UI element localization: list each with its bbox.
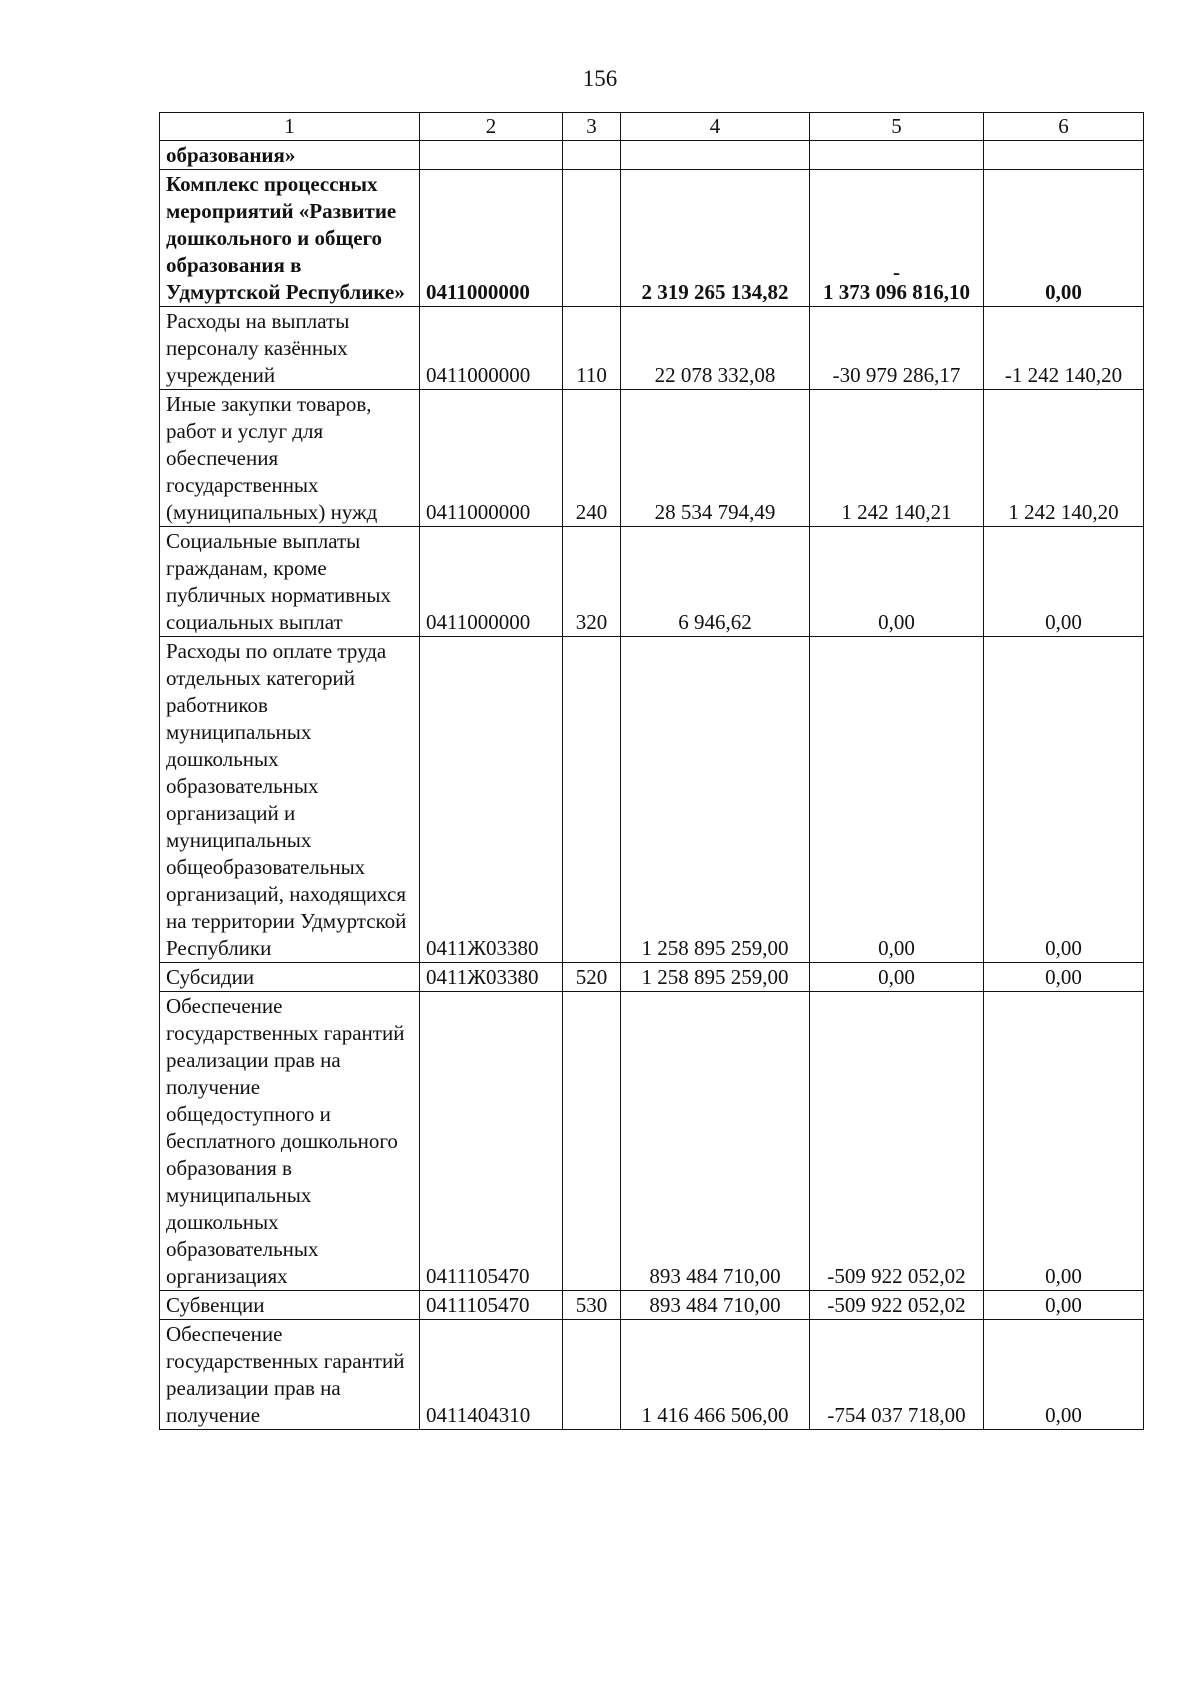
row-type <box>563 1320 621 1430</box>
row-value-5: 1 242 140,21 <box>810 390 984 527</box>
row-type: 530 <box>563 1291 621 1320</box>
row-value-4: 1 258 895 259,00 <box>621 637 810 963</box>
row-value-5: 0,00 <box>810 527 984 637</box>
row-value-6: 0,00 <box>984 1291 1144 1320</box>
row-type: 110 <box>563 307 621 390</box>
row-name: Расходы по оплате труда отдельных категорий работников муниципальных дошкольных образовательных организаций и муниципальных общеобразовательных организаций, находящихся на территории Удмуртской Республики <box>160 637 420 963</box>
row-code: 0411105470 <box>420 1291 563 1320</box>
row-type <box>563 992 621 1291</box>
row-value-6: 0,00 <box>984 963 1144 992</box>
table-row <box>160 1291 1144 1320</box>
row-type: 320 <box>563 527 621 637</box>
row-value-4 <box>621 141 810 170</box>
row-value-6: 0,00 <box>984 170 1144 307</box>
row-name: Социальные выплаты гражданам, кроме публичных нормативных социальных выплат <box>160 527 420 637</box>
row-name: Обеспечение государственных гарантий реализации прав на получение <box>160 1320 420 1430</box>
table-row <box>160 390 1144 527</box>
row-name: Комплекс процессных мероприятий «Развитие дошкольного и общего образования в Удмуртской Республике» <box>160 170 420 307</box>
column-header: 2 <box>420 113 563 141</box>
row-value-6: 0,00 <box>984 527 1144 637</box>
row-name: Иные закупки товаров, работ и услуг для обеспечения государственных (муниципальных) нужд <box>160 390 420 527</box>
row-value-5: 1 373 096 816,10 <box>823 280 970 304</box>
row-value-5: -30 979 286,17 <box>810 307 984 390</box>
table-header-row <box>160 113 1144 141</box>
row-value-6: 0,00 <box>984 992 1144 1291</box>
row-value-4: 1 416 466 506,00 <box>621 1320 810 1430</box>
table-row <box>160 141 1144 170</box>
row-code: 0411000000 <box>420 307 563 390</box>
column-header: 6 <box>984 113 1144 141</box>
row-value-4: 6 946,62 <box>621 527 810 637</box>
table-row <box>160 170 1144 307</box>
row-code: 0411Ж03380 <box>420 963 563 992</box>
column-header: 5 <box>810 113 984 141</box>
row-code <box>420 141 563 170</box>
row-code: 0411Ж03380 <box>420 637 563 963</box>
row-value-6: -1 242 140,20 <box>984 307 1144 390</box>
row-name: образования» <box>160 141 420 170</box>
row-type <box>563 141 621 170</box>
row-value-5: 0,00 <box>810 637 984 963</box>
row-value-6: 1 242 140,20 <box>984 390 1144 527</box>
page-number: 156 <box>582 66 618 91</box>
column-header: 3 <box>563 113 621 141</box>
row-value-5-prefix: - <box>893 260 900 284</box>
row-code: 0411000000 <box>420 527 563 637</box>
row-value-4: 893 484 710,00 <box>621 1291 810 1320</box>
table-row <box>160 527 1144 637</box>
row-value-4: 2 319 265 134,82 <box>621 170 810 307</box>
table-row <box>160 992 1144 1291</box>
row-name: Субвенции <box>160 1291 420 1320</box>
row-value-5 <box>810 141 984 170</box>
row-value-6 <box>984 141 1144 170</box>
row-code: 0411105470 <box>420 992 563 1291</box>
row-value-5: -509 922 052,02 <box>810 1291 984 1320</box>
table-row <box>160 963 1144 992</box>
table-row <box>160 637 1144 963</box>
row-value-5: -509 922 052,02 <box>810 992 984 1291</box>
table-row <box>160 1320 1144 1430</box>
row-name: Субсидии <box>160 963 420 992</box>
row-type: 520 <box>563 963 621 992</box>
row-name: Обеспечение государственных гарантий реализации прав на получение общедоступного и бесплатного дошкольного образования в муниципальных дошкольных образовательных организациях <box>160 992 420 1291</box>
table-row <box>160 307 1144 390</box>
row-value-5: 0,00 <box>810 963 984 992</box>
row-value-6: 0,00 <box>984 637 1144 963</box>
row-name: Расходы на выплаты персоналу казённых учреждений <box>160 307 420 390</box>
row-value-4: 28 534 794,49 <box>621 390 810 527</box>
row-code: 0411404310 <box>420 1320 563 1430</box>
row-value-4: 1 258 895 259,00 <box>621 963 810 992</box>
column-header: 4 <box>621 113 810 141</box>
row-value-4: 893 484 710,00 <box>621 992 810 1291</box>
row-value-6: 0,00 <box>984 1320 1144 1430</box>
row-code: 0411000000 <box>420 170 563 307</box>
row-type: 240 <box>563 390 621 527</box>
row-value-5-cell <box>810 170 984 307</box>
row-code: 0411000000 <box>420 390 563 527</box>
row-value-5: -754 037 718,00 <box>810 1320 984 1430</box>
row-type <box>563 637 621 963</box>
column-header: 1 <box>160 113 420 141</box>
row-type <box>563 170 621 307</box>
row-value-4: 22 078 332,08 <box>621 307 810 390</box>
budget-table <box>159 112 1144 1430</box>
